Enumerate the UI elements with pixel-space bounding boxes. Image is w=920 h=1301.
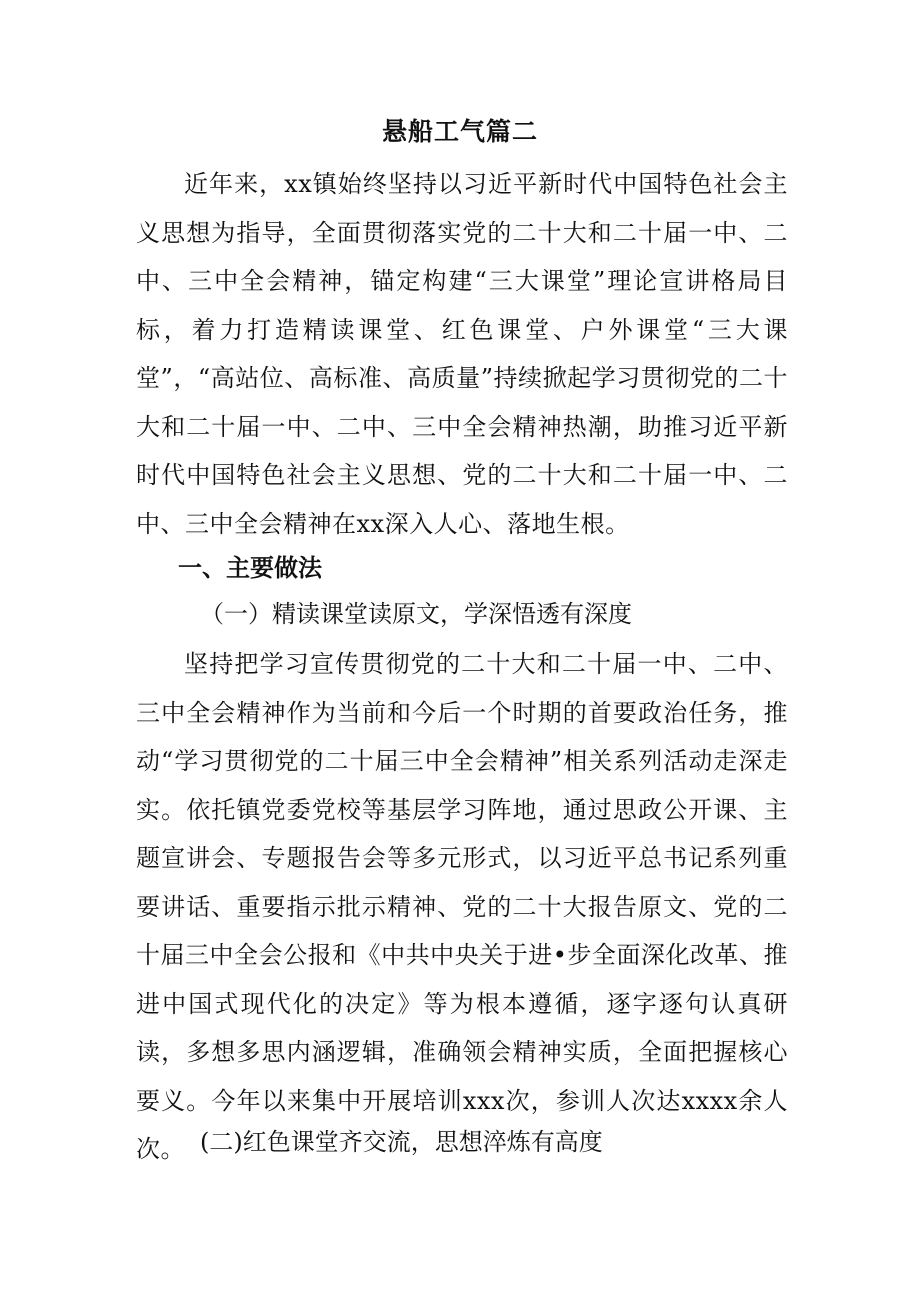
intro-paragraph: 近年来，xx镇始终坚持以习近平新时代中国特色社会主义思想为指导，全面贯彻落实党的二十大和二十届一中、二中、三中全会精神，锚定构建“三大课堂”理论宣讲格局目标，着力打造精读课堂、红色课堂、户外课堂“三大课堂”，“高站位、高标准、高质量”持续掀起学习贯彻党的二十大和二十届一中、二中、三中全会精神热潮，助推习近平新时代中国特色社会主义思想、党的二十大和二十届一中、二中、三中全会精神在xx深入人心、落地生根。 [136, 170, 788, 538]
subsection-1-paragraph: 坚持把学习宣传贯彻党的二十大和二十届一中、二中、三中全会精神作为当前和今后一个时期的首要政治任务，推动“学习贯彻党的二十届三中全会精神”相关系列活动走深走实。依托镇党委党校等基层学习阵地，通过思政公开课、主题宣讲会、专题报告会等多元形式，以习近平总书记系列重要讲话、重要指示批示精神、党的二十大报告原文、党的二十届三中全会公报和《中共中央关于进•步全面深化改革、推进中国式现代化的决定》等为根本遵循，逐字逐句认真研读，多想多思内涵逻辑，准确领会精神实质，全面把握核心要义。今年以来集中开展培训xxx次，参训人次达xxxx余人次。 [136, 650, 788, 1163]
subsection-heading-1: （一）精读课堂读原文，学深悟透有深度 [200, 600, 632, 628]
section-heading-main-practices: 一、主要做法 [178, 553, 322, 582]
document-title: 悬船工气篇二 [381, 117, 538, 146]
subsection-heading-2: (二)红色课堂齐交流，思想淬炼有高度 [200, 1128, 603, 1156]
